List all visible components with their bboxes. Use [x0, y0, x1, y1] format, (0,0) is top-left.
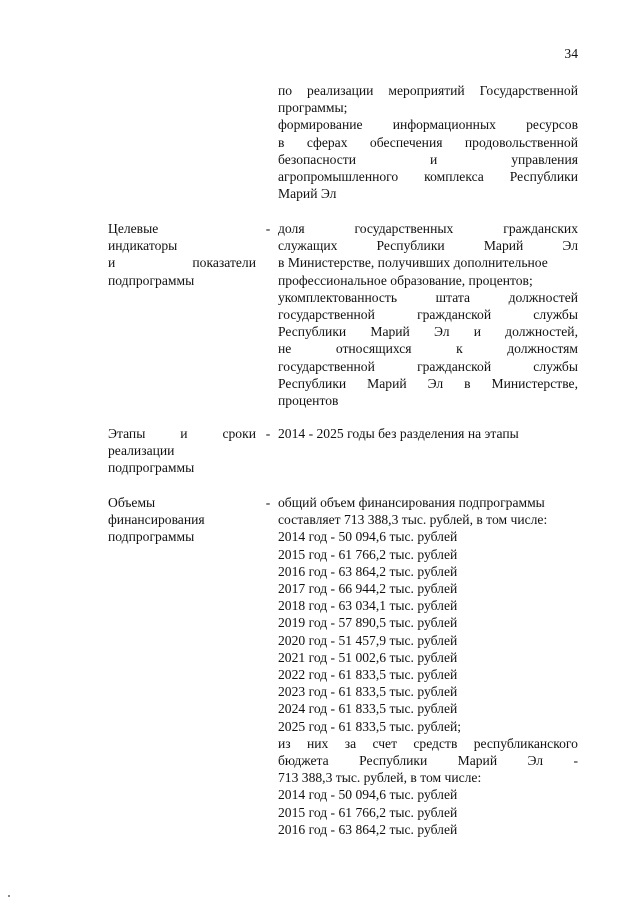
word: доля — [278, 221, 305, 236]
text-line: 2017 год - 66 944,2 тыс. рублей — [278, 581, 458, 597]
indicators-label — [108, 220, 256, 289]
text-line: 2018 год - 63 034,1 тыс. рублей — [278, 598, 458, 614]
text-line: 2019 год - 57 890,5 тыс. рублей — [278, 615, 458, 631]
text-line: 2025 год - 61 833,5 тыс. рублей; — [278, 718, 462, 734]
word: них — [307, 735, 329, 751]
text-line — [278, 289, 578, 306]
word: в — [464, 375, 471, 391]
word: службы — [533, 358, 578, 374]
word: по — [278, 83, 293, 98]
funding-dash: - — [265, 495, 271, 510]
word: гражданских — [503, 221, 578, 236]
text-line — [108, 254, 256, 271]
stages-label — [108, 425, 256, 477]
text-line — [278, 116, 578, 133]
text-line: Целевые — [108, 221, 159, 236]
text-line: в Министерстве, получивших дополнительное — [278, 255, 548, 271]
word: счет — [372, 735, 398, 751]
text-line: 2015 год - 61 766,2 тыс. рублей — [278, 804, 458, 820]
text-line — [278, 168, 578, 185]
text-line: индикаторы — [108, 238, 178, 254]
word: Марий — [483, 238, 524, 254]
word: в — [278, 134, 285, 150]
word: Республики — [278, 375, 347, 391]
word: управления — [511, 151, 578, 167]
word: сроки — [222, 426, 256, 441]
word: обеспечения — [369, 134, 443, 150]
word: Республики — [278, 324, 347, 340]
text-line: процентов — [278, 393, 339, 409]
text-line — [278, 375, 578, 392]
word: штата — [435, 289, 471, 305]
word: государственной — [278, 358, 375, 374]
text-line: 2014 год - 50 094,6 тыс. рублей — [278, 787, 458, 803]
text-line: подпрограммы — [108, 272, 195, 288]
text-line: общий объем финансирования подпрограммы — [278, 495, 545, 510]
word: укомплектованность — [278, 289, 398, 305]
word: агропромышленного — [278, 169, 399, 185]
word: Этапы — [108, 426, 146, 441]
scan-speck — [8, 895, 10, 897]
stages-value — [278, 425, 578, 442]
text-line: Марий Эл — [278, 186, 337, 202]
text-line: реализации — [108, 443, 175, 459]
word: комплекса — [424, 169, 484, 185]
text-line: 2022 год - 61 833,5 тыс. рублей — [278, 667, 458, 683]
word: и — [180, 426, 188, 441]
text-line — [108, 425, 256, 442]
word: безопасности — [278, 151, 357, 167]
word: сферах — [306, 134, 348, 150]
word: продовольственной — [464, 134, 578, 150]
continuation-text — [278, 82, 578, 202]
stages-dash: - — [265, 426, 271, 441]
text-line: финансирования — [108, 512, 205, 528]
word: и — [429, 151, 438, 167]
word: Эл — [562, 238, 578, 254]
text-line: 2021 год - 51 002,6 тыс. рублей — [278, 649, 458, 665]
text-line — [278, 82, 578, 99]
word: Марий — [367, 375, 407, 391]
text-line — [278, 735, 578, 752]
word: средств — [413, 735, 458, 751]
word: не — [278, 341, 292, 357]
text-line — [278, 134, 578, 151]
text-line — [278, 340, 578, 357]
word: государственной — [278, 307, 375, 323]
word: Эл — [433, 324, 450, 340]
text-line: 2016 год - 63 864,2 тыс. рублей — [278, 563, 458, 579]
text-line: программы; — [278, 100, 348, 116]
word: Марий — [457, 753, 498, 769]
text-line: составляет 713 388,3 тыс. рублей, в том числе: — [278, 512, 548, 528]
word: и — [473, 324, 482, 340]
word: из — [278, 735, 291, 751]
text-line: 2014 год - 50 094,6 тыс. рублей — [278, 529, 458, 545]
word: республиканского — [473, 735, 578, 751]
text-line: 713 388,3 тыс. рублей, в том числе: — [278, 770, 482, 786]
indicators-dash: - — [265, 221, 271, 236]
word: к — [456, 341, 463, 357]
word: должностей, — [505, 324, 578, 340]
text-line — [278, 151, 578, 168]
text-line: 2016 год - 63 864,2 тыс. рублей — [278, 821, 458, 837]
word: мероприятий — [388, 83, 465, 98]
word: Министерстве, — [491, 375, 578, 391]
text-line — [278, 358, 578, 375]
text-line: 2023 год - 61 833,5 тыс. рублей — [278, 684, 458, 700]
word: реализации — [307, 83, 374, 98]
word: показатели — [192, 255, 256, 271]
word: должностям — [507, 341, 578, 357]
word: Эл — [527, 753, 544, 769]
text-line — [278, 306, 578, 323]
text-line: подпрограммы — [108, 460, 195, 476]
word: Республики — [509, 169, 578, 185]
word: гражданской — [417, 307, 492, 323]
word: должностей — [508, 289, 578, 305]
page-number: 34 — [564, 46, 578, 61]
funding-label — [108, 494, 256, 546]
word: Республики — [359, 753, 428, 769]
text-line: 2024 год - 61 833,5 тыс. рублей — [278, 701, 458, 717]
word: Государственной — [479, 83, 578, 98]
word: Эл — [427, 375, 444, 391]
word: служащих — [278, 238, 338, 254]
word: - — [573, 753, 578, 769]
funding-value — [278, 494, 578, 838]
word: ресурсов — [526, 117, 578, 133]
text-line — [278, 323, 578, 340]
word: гражданской — [417, 358, 492, 374]
text-line: 2014 - 2025 годы без разделения на этапы — [278, 426, 519, 441]
word: Марий — [370, 324, 410, 340]
word: государственных — [354, 221, 454, 236]
word: информационных — [392, 117, 496, 133]
text-line: 2015 год - 61 766,2 тыс. рублей — [278, 546, 458, 562]
word: бюджета — [278, 753, 329, 769]
indicators-value — [278, 220, 578, 409]
text-line: 2020 год - 51 457,9 тыс. рублей — [278, 632, 458, 648]
word: формирование — [278, 117, 363, 133]
word: и — [108, 255, 116, 271]
word: относящихся — [335, 341, 412, 357]
text-line: профессиональное образование, процентов; — [278, 272, 533, 288]
text-line: подпрограммы — [108, 529, 195, 545]
word: Республики — [376, 238, 445, 254]
word: службы — [533, 307, 578, 323]
text-line — [278, 220, 578, 237]
text-line — [278, 237, 578, 254]
word: за — [344, 735, 357, 751]
text-line: Объемы — [108, 495, 156, 510]
text-line — [278, 752, 578, 769]
